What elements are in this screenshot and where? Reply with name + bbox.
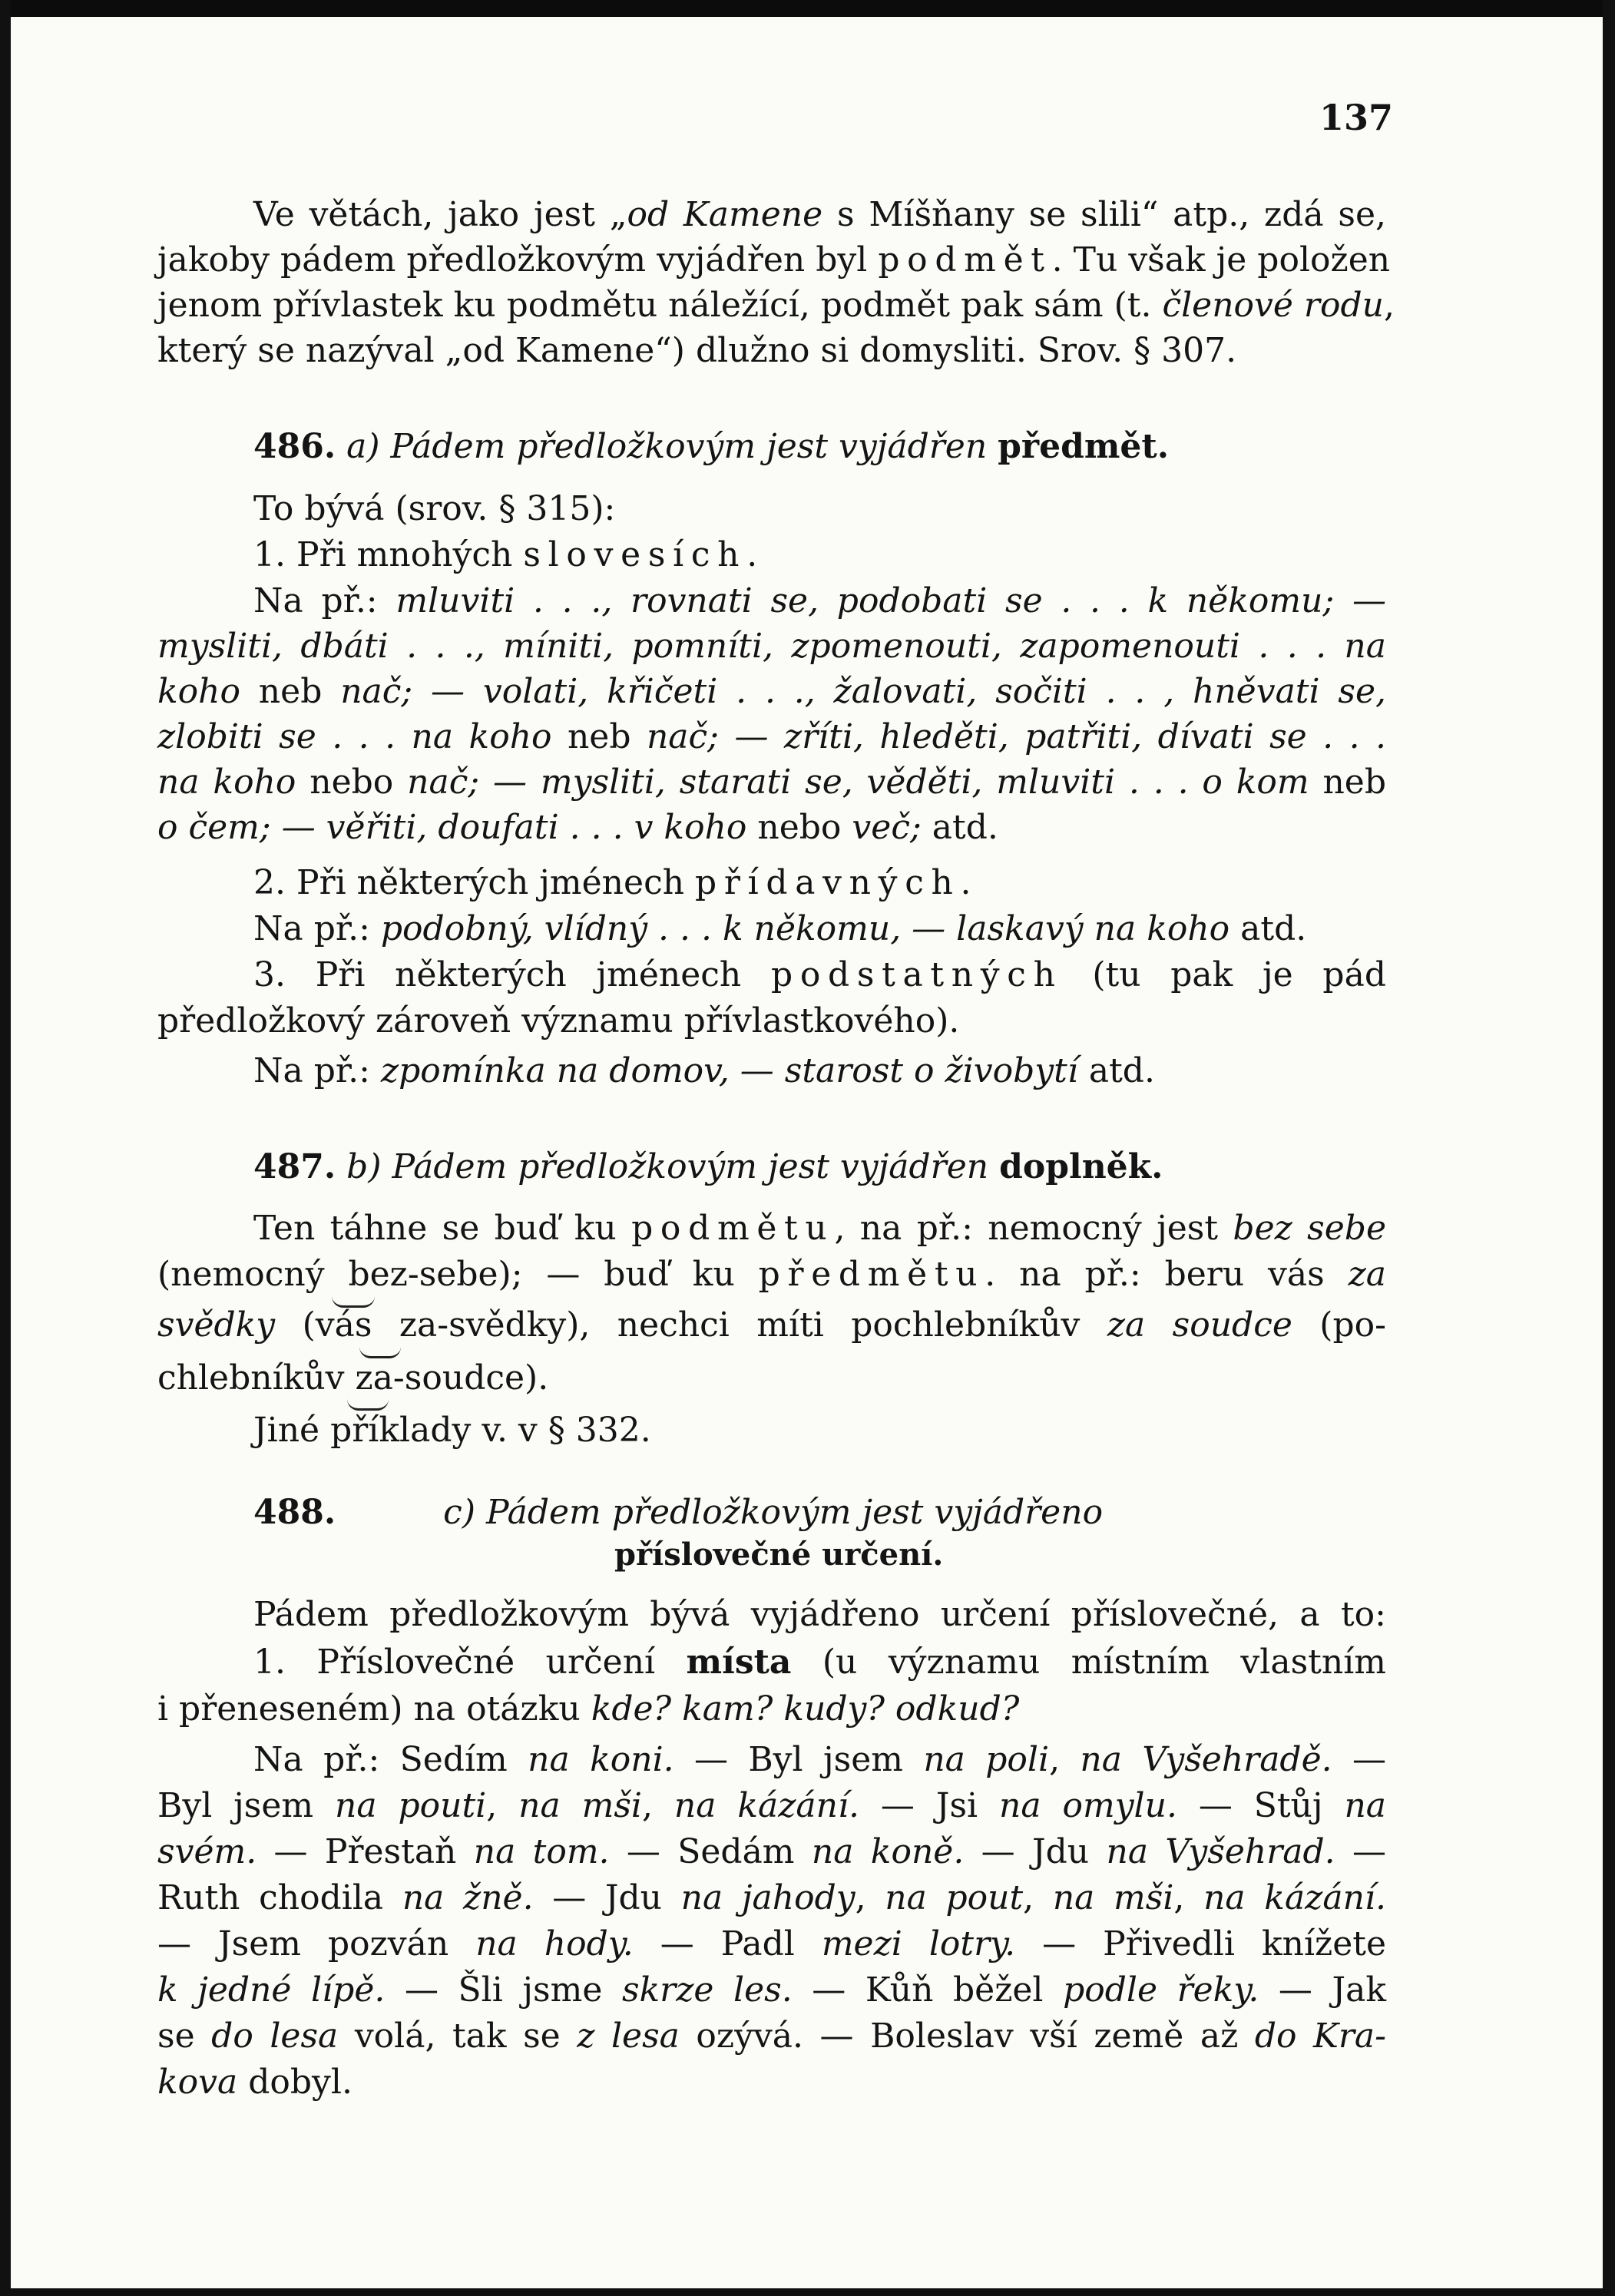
s488-line-11: kova dobyl. xyxy=(157,2063,352,2102)
s486-line-2: 1. Při mnohých slovesích. xyxy=(253,535,758,574)
s486-line-13: Na př.: zpomínka na domov, — starost o živobytí atd. xyxy=(253,1051,1155,1090)
intro-line-2: jakoby pádem předložkovým vyjádřen byl podmět. Tu však je položen xyxy=(157,240,1391,280)
intro-line-1: Ve větách, jako jest „od Kamene s Míšňany se slili“ atp., zdá se, xyxy=(253,195,1386,234)
s488-line-6: svém. — Přestaň na tom. — Sedám na koně. — Jdu na Vyšehrad. — xyxy=(157,1832,1386,1871)
s487-line-5: Jiné příklady v. v § 332. xyxy=(253,1411,651,1450)
s486-line-11: 3. Při některých jménech podstatných (tu pak je pád xyxy=(253,955,1386,994)
intro-line-3: jenom přívlastek ku podmětu náležící, podmět pak sám (t. členové rodu, xyxy=(157,286,1395,325)
scan-edge-bottom xyxy=(0,2288,1615,2296)
s488-line-4: Na př.: Sedím na koni. — Byl jsem na poli, na Vyšehradě. — xyxy=(253,1740,1386,1779)
s488-line-3: i přeneseném) na otázku kde? kam? kudy? odkud? xyxy=(157,1689,1020,1729)
s487-line-4: chlebníkův za-soudce). xyxy=(157,1358,549,1398)
s486-line-1: To bývá (srov. § 315): xyxy=(253,489,616,528)
s486-line-3: Na př.: mluviti . . ., rovnati se, podobati se . . . k někomu; — xyxy=(253,581,1387,620)
section-486-heading: 486. a) Pádem předložkovým jest vyjádřen předmět. xyxy=(253,427,1170,466)
s488-line-5: Byl jsem na pouti, na mši, na kázání. — Jsi na omylu. — Stůj na xyxy=(157,1786,1387,1825)
scan-edge-top xyxy=(0,0,1615,17)
s488-line-2: 1. Příslovečné určení místa (u významu místním vlastním xyxy=(253,1643,1386,1682)
s487-line-2: (nemocný bez-sebe); — buď ku předmětu. na př.: beru vás za xyxy=(157,1255,1386,1294)
s488-line-1: Pádem předložkovým bývá vyjádřeno určení příslovečné, a to: xyxy=(253,1595,1386,1634)
s487-line-1: Ten táhne se buď ku podmětu, na př.: nemocný jest bez sebe xyxy=(253,1209,1386,1248)
s488-line-7: Ruth chodila na žně. — Jdu na jahody, na pout, na mši, na kázání. xyxy=(157,1878,1386,1917)
s486-line-10: Na př.: podobný, vlídný . . . k někomu, — laskavý na koho atd. xyxy=(253,909,1307,948)
s487-line-3: svědky (vás za-svědky), nechci míti pochlebníkův za soudce (po- xyxy=(157,1305,1386,1345)
s486-line-12: předložkový zároveň významu přívlastkového). xyxy=(157,1001,960,1040)
s486-line-8: o čem; — věřiti, doufati . . . v koho nebo več; atd. xyxy=(157,808,998,847)
section-487-heading: 487. b) Pádem předložkovým jest vyjádřen doplněk. xyxy=(253,1147,1163,1186)
section-488-heading: 488. c) Pádem předložkovým jest vyjádřeno xyxy=(253,1493,1104,1532)
scan-edge-left xyxy=(0,0,11,2296)
scan-edge-right xyxy=(1603,0,1615,2296)
s486-line-4: mysliti, dbáti . . ., míniti, pomníti, zpomenouti, zapomenouti . . . na xyxy=(157,627,1386,666)
intro-line-4: který se nazýval „od Kamene“) dlužno si domysliti. Srov. § 307. xyxy=(157,331,1237,370)
s488-line-10: se do lesa volá, tak se z lesa ozývá. — Boleslav vší země až do Kra- xyxy=(157,2016,1387,2056)
page-number: 137 xyxy=(1319,97,1394,138)
s488-line-8: — Jsem pozván na hody. — Padl mezi lotry. — Přivedli knížete xyxy=(157,1924,1386,1964)
section-488-subtitle: příslovečné určení. xyxy=(614,1537,944,1573)
s486-line-7: na koho nebo nač; — mysliti, starati se, věděti, mluviti . . . o kom neb xyxy=(157,763,1386,802)
s486-line-5: koho neb nač; — volati, křičeti . . ., žalovati, sočiti . . , hněvati se, xyxy=(157,672,1386,711)
s486-line-9: 2. Při některých jménech přídavných. xyxy=(253,863,971,902)
s486-line-6: zlobiti se . . . na koho neb nač; — zříti, hleděti, patřiti, dívati se . . . xyxy=(157,717,1387,756)
s488-line-9: k jedné lípě. — Šli jsme skrze les. — Kůň běžel podle řeky. — Jak xyxy=(157,1970,1386,2010)
